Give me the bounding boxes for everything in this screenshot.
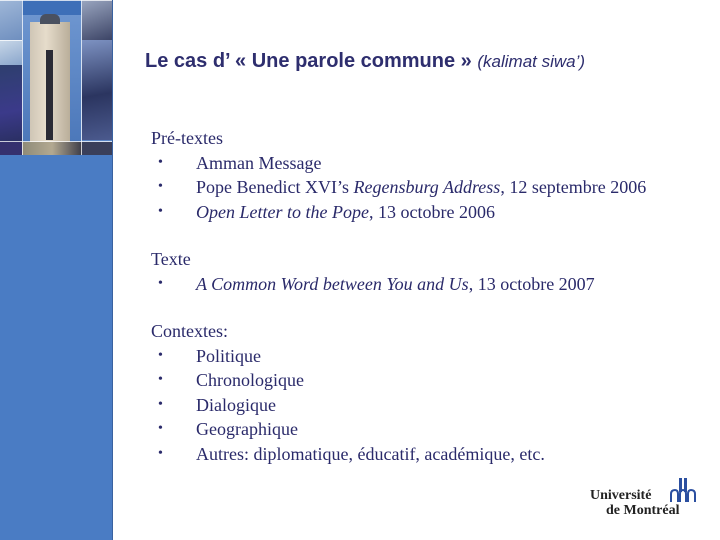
italic-title-text: Regensburg Address [353, 177, 501, 197]
slide-title [145, 50, 585, 73]
bullet-icon: • [158, 275, 163, 291]
collage-tile [82, 142, 112, 155]
list-item [151, 442, 646, 467]
collage-divider [0, 40, 22, 41]
collage-divider [81, 0, 82, 155]
collage-tile [22, 0, 81, 15]
collage-tile [0, 0, 22, 40]
section [151, 247, 646, 296]
collage-tile [0, 142, 22, 155]
section-heading: Pré-textes [151, 128, 223, 148]
collage-tile [0, 40, 22, 65]
section-heading: Texte [151, 249, 191, 269]
section-heading: Contextes: [151, 321, 228, 341]
item-text: , 13 octobre 2007 [468, 273, 595, 294]
tower-image [30, 22, 70, 144]
item-text: Dialogique [196, 394, 276, 415]
item-text: , 12 septembre 2006 [500, 177, 647, 197]
bullet-icon: • [158, 445, 163, 461]
list-item [151, 200, 646, 225]
list-item [151, 417, 646, 442]
section [151, 126, 646, 224]
bullet-icon: • [158, 203, 163, 219]
logo-line-2: de Montréal [606, 503, 680, 518]
item-text: Geographique [196, 419, 298, 439]
list-item [151, 175, 646, 200]
logo-line-1: Université [590, 488, 652, 503]
university-logo [588, 478, 708, 522]
collage-tile-person [82, 40, 112, 140]
udem-tower-icon [670, 478, 696, 502]
bullet-icon: • [158, 154, 163, 170]
italic-title-text: A Common Word between You and Us [196, 273, 469, 294]
list-item [151, 393, 646, 418]
item-text: Politique [196, 345, 262, 366]
collage-tile-person [82, 0, 112, 40]
item-text: , 13 octobre 2006 [368, 201, 495, 222]
list-item [151, 344, 646, 369]
bullet-icon: • [158, 396, 163, 412]
collage-divider [0, 0, 112, 1]
item-text: Pope Benedict XVI’s [196, 177, 354, 197]
collage-tile [22, 142, 82, 155]
italic-title-text: Open Letter to the Pope [196, 201, 369, 222]
item-text: Amman Message [196, 152, 322, 173]
slide-title-sub: (kalimat siwa’) [477, 52, 586, 71]
sidebar-band [0, 0, 113, 540]
slide-title-main: Le cas d’ « Une parole commune » [145, 50, 472, 72]
list-item [151, 151, 646, 176]
photo-collage [0, 0, 112, 155]
item-text: Chronologique [196, 370, 304, 390]
collage-divider [0, 141, 112, 142]
bullet-icon: • [158, 179, 163, 194]
collage-divider [22, 0, 23, 155]
list-item [151, 368, 646, 393]
section [151, 319, 646, 466]
list-item [151, 272, 646, 297]
collage-tile-person [0, 65, 22, 142]
bullet-icon: • [158, 421, 163, 436]
bullet-icon: • [158, 372, 163, 387]
item-text: Autres: diplomatique, éducatif, académique, etc. [196, 443, 545, 464]
slide-body [151, 126, 646, 489]
bullet-icon: • [158, 347, 163, 363]
